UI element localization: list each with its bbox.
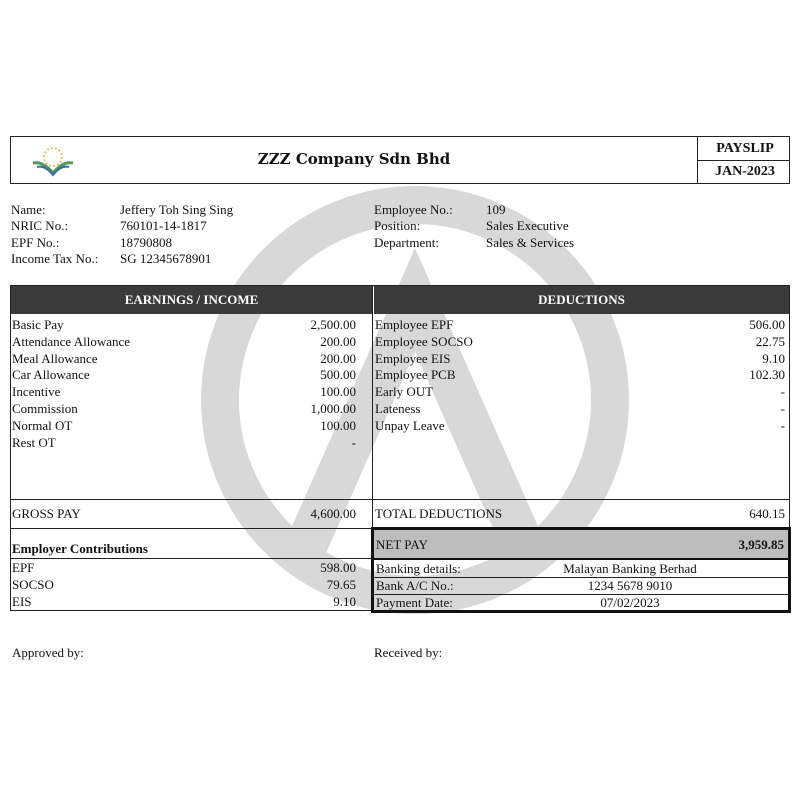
deduction-row-label: Employee PCB <box>375 367 456 383</box>
deduction-row <box>375 383 785 400</box>
earning-row <box>12 333 356 350</box>
deductions-header: DEDUCTIONS <box>374 286 789 314</box>
deduction-row-value: 9.10 <box>762 350 785 366</box>
received-by-label: Received by: <box>374 645 443 660</box>
gross-pay-label: GROSS PAY <box>12 506 81 521</box>
earning-row-value: 500.00 <box>320 367 356 383</box>
deduction-row <box>375 366 785 383</box>
earning-row-value: 200.00 <box>320 350 356 366</box>
employee-no-value: 109 <box>486 202 506 217</box>
position-value: Sales Executive <box>486 218 569 233</box>
name-value: Jeffery Toh Sing Sing <box>120 202 234 217</box>
employer-row <box>12 559 356 576</box>
earning-row <box>12 400 356 417</box>
banking-label: Bank A/C No.: <box>376 578 454 593</box>
payslip-header <box>10 136 790 184</box>
deduction-row-label: Early OUT <box>375 384 434 400</box>
deduction-row-label: Employee EIS <box>375 350 451 366</box>
banking-label: Banking details: <box>376 561 461 576</box>
employer-row <box>12 576 356 593</box>
gross-pay-value: 4,600.00 <box>310 506 356 521</box>
deduction-row <box>375 333 785 350</box>
department-value: Sales & Services <box>486 235 575 250</box>
earning-row-label: Basic Pay <box>12 317 64 332</box>
document-title: PAYSLIP <box>716 141 774 156</box>
earning-row-label: Meal Allowance <box>12 350 98 366</box>
deduction-row-value: - <box>780 401 785 416</box>
earning-row-value: 100.00 <box>320 417 356 433</box>
earning-row-label: Car Allowance <box>12 367 90 383</box>
tax-value: SG 12345678901 <box>120 251 212 266</box>
earning-row-value: - <box>351 434 356 450</box>
employer-row <box>12 593 356 610</box>
deduction-row-value: 22.75 <box>755 333 785 349</box>
nric-label: NRIC No.: <box>11 218 69 233</box>
net-pay-value: 3,959.85 <box>738 537 784 552</box>
pay-period: JAN-2023 <box>715 164 775 179</box>
deduction-row <box>375 400 785 417</box>
net-pay-label: NET PAY <box>376 537 428 552</box>
gross-pay-row <box>12 505 356 522</box>
employer-row-label: SOCSO <box>12 577 54 592</box>
earning-row-label: Commission <box>12 401 78 416</box>
earnings-header: EARNINGS / INCOME <box>11 286 372 314</box>
epf-label: EPF No.: <box>11 235 60 250</box>
deduction-row-value: - <box>780 384 785 400</box>
employer-row-label: EIS <box>12 594 32 609</box>
approved-by-label: Approved by: <box>12 645 84 660</box>
earning-row <box>12 366 356 383</box>
earning-row-value: 100.00 <box>320 384 356 400</box>
earning-row <box>12 350 356 367</box>
tax-label: Income Tax No.: <box>11 251 99 266</box>
earning-row <box>12 434 356 451</box>
earning-row <box>12 417 356 434</box>
earning-row-label: Rest OT <box>12 434 56 450</box>
epf-value: 18790808 <box>120 235 172 250</box>
employee-no-label: Employee No.: <box>374 202 453 217</box>
department-label: Department: <box>374 235 439 250</box>
banking-value: 1234 5678 9010 <box>587 578 673 593</box>
earning-row-label: Attendance Allowance <box>12 333 131 349</box>
deduction-row-value: - <box>780 417 785 433</box>
company-name: ZZZ Company Sdn Bhd <box>257 150 451 168</box>
total-deductions-value: 640.15 <box>749 506 785 521</box>
deduction-row-value: 102.30 <box>749 367 785 383</box>
nric-value: 760101-14-1817 <box>120 218 207 233</box>
employer-row-value: 79.65 <box>326 577 356 592</box>
banking-value: 07/02/2023 <box>600 595 660 610</box>
deduction-row-label: Employee SOCSO <box>375 333 473 349</box>
earning-row-value: 2,500.00 <box>310 317 356 332</box>
employer-row-label: EPF <box>12 560 35 575</box>
earning-row-value: 1,000.00 <box>310 401 356 416</box>
deduction-row <box>375 417 785 434</box>
employer-row-value: 598.00 <box>320 560 356 575</box>
deduction-row <box>375 316 785 333</box>
banking-label: Payment Date: <box>376 595 453 610</box>
earning-row-label: Normal OT <box>12 417 73 433</box>
earning-row-label: Incentive <box>12 384 61 400</box>
banking-value: Malayan Banking Berhad <box>563 561 697 576</box>
name-label: Name: <box>11 202 46 217</box>
total-deductions-row <box>375 505 785 522</box>
employer-contributions-header: Employer Contributions <box>12 541 148 556</box>
total-deductions-label: TOTAL DEDUCTIONS <box>375 506 503 521</box>
earning-row <box>12 316 356 333</box>
deduction-row-label: Employee EPF <box>375 317 454 332</box>
position-label: Position: <box>374 218 421 233</box>
deduction-row-label: Lateness <box>375 401 421 416</box>
deduction-row-value: 506.00 <box>749 317 785 332</box>
earning-row <box>12 383 356 400</box>
earning-row-value: 200.00 <box>320 333 356 349</box>
deduction-row-label: Unpay Leave <box>375 417 445 433</box>
deduction-row <box>375 350 785 367</box>
net-pay-row <box>376 536 784 553</box>
employer-row-value: 9.10 <box>333 594 356 609</box>
